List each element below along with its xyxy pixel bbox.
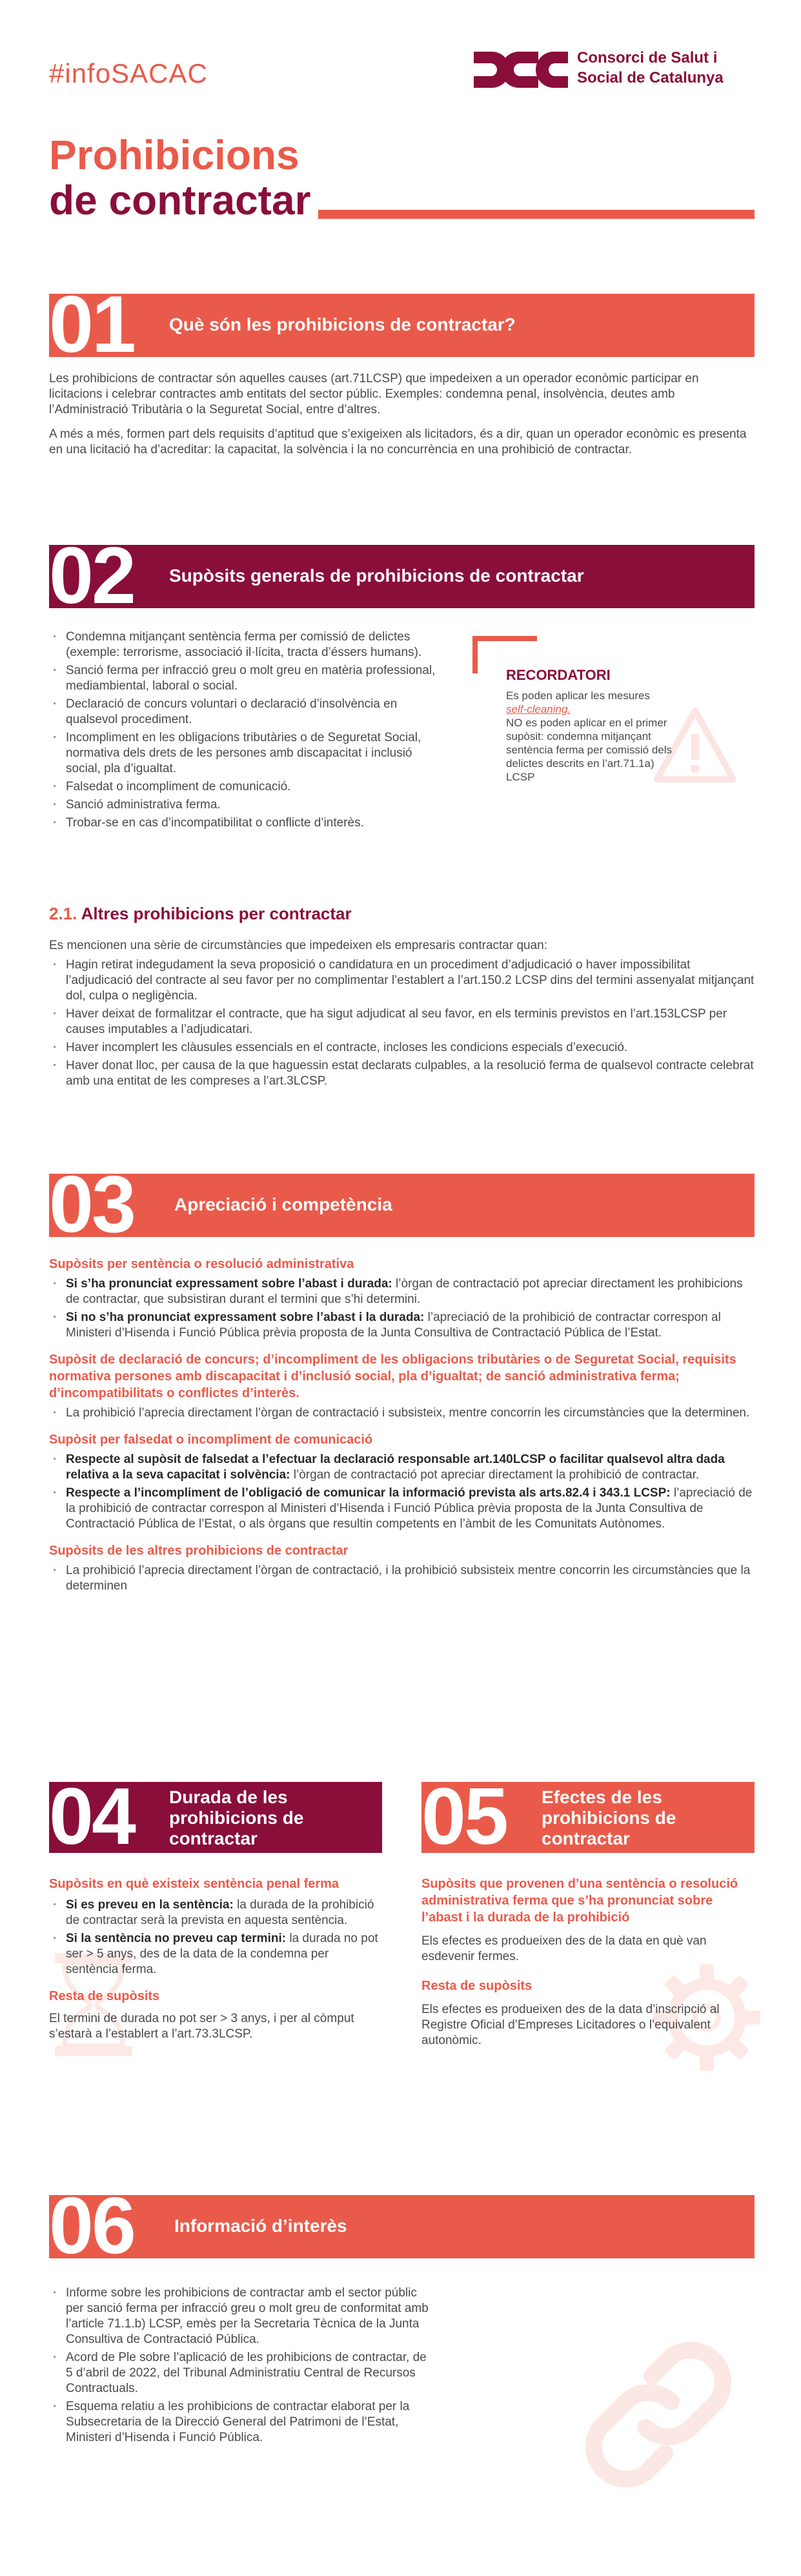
- s02-sub-item-4: · Haver donat lloc, per causa de la que haguessin estat declarats culpables, a la resolució ferma de qualsevol contracte celebrat amb una entitat de les compreses a l’art.3LCSP.: [49, 1058, 755, 1089]
- section-06-title: Informació d’interès: [174, 2216, 347, 2236]
- section-01-paragraph-1: Les prohibicions de contractar són aquelles causes (art.71LCSP) que impedeixen a un operador econòmic participar en licitacions i celebrar contractes amb entitats del sector públic. Exemples: condemna penal, insolvència, deutes amb l’Administració Tributària o la Seguretat Social, entre d’altres.: [49, 372, 699, 416]
- section-04-banner: [49, 1772, 382, 1861]
- s02-item-1: · Condemna mitjançant sentència ferma per comissió de delictes (exemple: terrorisme, associació il·lícita, tracta d’éssers humans).: [49, 629, 449, 660]
- s02-item-2: · Sanció ferma per infracció greu o molt greu en matèria professional, mediambiental, laboral o social.: [49, 663, 449, 694]
- s03-item-1: · Si s’ha pronunciat expressament sobre l’abast i durada: l’òrgan de contractació pot apreciar directament les prohibicions de contractar, que subsistiran durant el termini que s’hi determini.: [49, 1276, 755, 1307]
- chain-link-icon: [574, 2331, 742, 2499]
- s03-item-5: · Respecte a l’incompliment de l’obligació de comunicar la informació prevista als arts.82.4 i 343.1 LCSP: l’apreciació de la prohibició de contractar correspon al Ministeri d’Hisenda i Funció Pública prèvia proposta de la Junta Consultiva de Contractació Pública de l’Estat, o als òrgans que resultin competents en l’àmbit de les Comunitats Autònomes.: [49, 1486, 755, 1532]
- subsection-list: [49, 957, 755, 1089]
- s02-sub-item-1: · Hagin retirat indegudament la seva proposició o candidatura en un procediment d’adjudicació o haver impossibilitat l’adjudicació del contracte al seu favor per no complimentar l’establert a l’art.150.2 LCSP dins del termini assenyalat mitjançant dol, culpa o negligència.: [49, 957, 755, 1004]
- reminder-note: NO es poden aplicar en el primer supòsit: condemna mitjançant sentència ferma per comissió dels delictes descrits en l’art.71.1a) LCSP: [506, 717, 673, 783]
- section-06-list: [49, 2285, 436, 2446]
- s05-heading-1: Supòsits que provenen d’una sentència o resolució administrativa ferma que s’ha pronunciat sobre l’abast i la durada de la prohibició: [421, 1877, 738, 1925]
- section-03-title: Apreciació i competència: [174, 1194, 392, 1214]
- s02-item-4: · Incompliment en les obligacions tributàries o de Seguretat Social, normativa dels drets de les persones amb discapacitat i inclusió social, pla d’igualtat.: [49, 730, 449, 777]
- s02-sub-item-3: · Haver incomplert les clàusules essencials en el contracte, incloses les condicions especials d’execució.: [49, 1040, 755, 1056]
- subsection-title: Altres prohibicions per contractar: [81, 904, 352, 923]
- section-02-banner: [49, 531, 755, 620]
- reminder-text: Es poden aplicar les mesures: [506, 690, 651, 702]
- reminder-title: RECORDATORI: [506, 667, 611, 683]
- s03-item-2: · Si no s’ha pronunciat expressament sobre l’abast i la durada: l’apreciació de la prohibició de contractar correspon al Ministeri d’Hisenda i Funció Pública prèvia proposta de la Junta Consultiva de Contractació Pública de l’Estat.: [49, 1310, 755, 1341]
- section-06-number: 06: [49, 2182, 134, 2271]
- s05-paragraph-2: Els efectes es produeixen des de la data d’inscripció al Registre Oficial d’Empreses Licitadores o l’equivalent autonòmic.: [421, 2003, 720, 2047]
- section-05-banner: [421, 1772, 755, 1861]
- subsection-number: 2.1.: [49, 904, 77, 923]
- s05-paragraph-1: Els efectes es produeixen des de la data en què van esdevenir fermes.: [421, 1934, 707, 1963]
- logo[interactable]: [474, 45, 751, 97]
- s03-item-3: · La prohibició l’aprecia directament l’òrgan de contractació i subsisteix, mentre concorrin les circumstàncies que la determinen.: [49, 1406, 755, 1421]
- s06-item-1: · Informe sobre les prohibicions de contractar amb el sector públic per sanció ferma per infracció greu o molt greu de conformitat amb l’article 71.1.b) LCSP, emès per la Secretaria Tècnica de la Junta Consultiva de Contractació Pública.: [49, 2285, 436, 2347]
- section-03-banner: [49, 1160, 755, 1249]
- s04-paragraph: El termini de durada no pot ser > 3 anys, i per al còmput s’estarà a l’establert a l’art.73.3LCSP.: [49, 2012, 354, 2041]
- subsection-intro: Es mencionen una sèrie de circumstàncies que impedeixen els empresaris contractar quan:: [49, 939, 548, 952]
- section-06-banner: [49, 2182, 755, 2271]
- s03-heading-2: Supòsit de declaració de concurs; d’incompliment de les obligacions tributàries o de Seguretat Social, requisits normativa persones amb discapacitat i d’inclusió social, pla d’igualtat; de sanció administrativa ferma; d’incompatibilitats o conflictes d’interès.: [49, 1353, 736, 1400]
- section-05-title: Efectes de les prohibicions de contractar: [542, 1787, 676, 1848]
- hashtag: #infoSACAC: [49, 58, 208, 88]
- page-title-line2: de contractar: [49, 177, 311, 223]
- section-02-number: 02: [49, 531, 134, 620]
- s03-heading-1: Supòsits per sentència o resolució administrativa: [49, 1257, 354, 1271]
- section-02-title: Supòsits generals de prohibicions de contractar: [169, 566, 584, 586]
- page-title-line1: Prohibicions: [49, 132, 299, 178]
- logo-text: Consorci de Salut i Social de Catalunya: [577, 49, 724, 87]
- s03-item-6: · La prohibició l’aprecia directament l’òrgan de contractació, i la prohibició subsisteix mentre concorrin les circumstàncies que la determinen: [49, 1563, 755, 1594]
- s06-item-3: · Esquema relatiu a les prohibicions de contractar elaborat per la Subsecretaria de la Direcció General del Patrimoni de l’Estat, Ministeri d’Hisenda i Funció Pública.: [49, 2399, 436, 2446]
- s04-heading-2: Resta de supòsits: [49, 1989, 160, 2003]
- section-04-number: 04: [49, 1772, 134, 1861]
- s04-item-1: · Si es preveu en la sentència: la durada de la prohibició de contractar serà la prevista en aquesta sentència.: [49, 1897, 382, 1928]
- s02-item-5: · Falsedat o incompliment de comunicació.: [49, 779, 449, 795]
- s04-heading-1: Supòsits en què existeix sentència penal ferma: [49, 1877, 340, 1891]
- title-rule: [318, 210, 755, 219]
- section-03-number: 03: [49, 1160, 134, 1249]
- section-01-banner: [49, 280, 755, 369]
- s02-item-7: · Trobar-se en cas d’incompatibilitat o conflicte d’interès.: [49, 815, 449, 831]
- section-04-title: Durada de les prohibicions de contractar: [169, 1787, 304, 1848]
- s03-item-4: · Respecte al supòsit de falsedat a l’efectuar la declaració responsable art.140LCSP o facilitar qualsevol altra dada relativa a la seva capacitat i solvència: l’òrgan de contractació pot apreciar directament la prohibició de contractar.: [49, 1452, 755, 1483]
- logo-mark-icon: [474, 49, 569, 90]
- s05-heading-2: Resta de supòsits: [421, 1979, 532, 1993]
- s02-item-6: · Sanció administrativa ferma.: [49, 797, 449, 813]
- section-01-number: 01: [49, 280, 134, 369]
- s03-heading-3: Supòsit per falsedat o incompliment de comunicació: [49, 1433, 373, 1447]
- section-05-number: 05: [421, 1772, 507, 1861]
- s04-item-2: · Si la sentència no preveu cap termini: la durada no pot ser > 5 anys, des de la data de la condemna per sentència ferma.: [49, 1931, 382, 1978]
- reminder-box: [472, 636, 755, 817]
- s02-item-3: · Declaració de concurs voluntari o declaració d’insolvència en qualsevol procediment.: [49, 697, 449, 728]
- s06-item-2: · Acord de Ple sobre l’aplicació de les prohibicions de contractar, de 5 d’abril de 2022, del Tribunal Administratiu Central de Recursos Contractuals.: [49, 2350, 436, 2397]
- self-cleaning-link[interactable]: self-cleaning.: [506, 703, 571, 715]
- section-01-paragraph-2: A més a més, formen part dels requisits d’aptitud que s’exigeixen als licitadors, és a dir, quan un operador econòmic es presenta en una licitació ha d’acreditar: la capacitat, la solvència i la no concurrència en una prohibició de contractar.: [49, 427, 747, 456]
- section-01-title: Què són les prohibicions de contractar?: [169, 314, 516, 334]
- s03-heading-4: Supòsits de les altres prohibicions de contractar: [49, 1544, 349, 1558]
- s02-sub-item-2: · Haver deixat de formalitzar el contracte, que ha sigut adjudicat al seu favor, en els terminis previstos en l’art.153LCSP per causes imputables a l’adjudicatari.: [49, 1007, 755, 1038]
- section-02-list: [49, 629, 449, 831]
